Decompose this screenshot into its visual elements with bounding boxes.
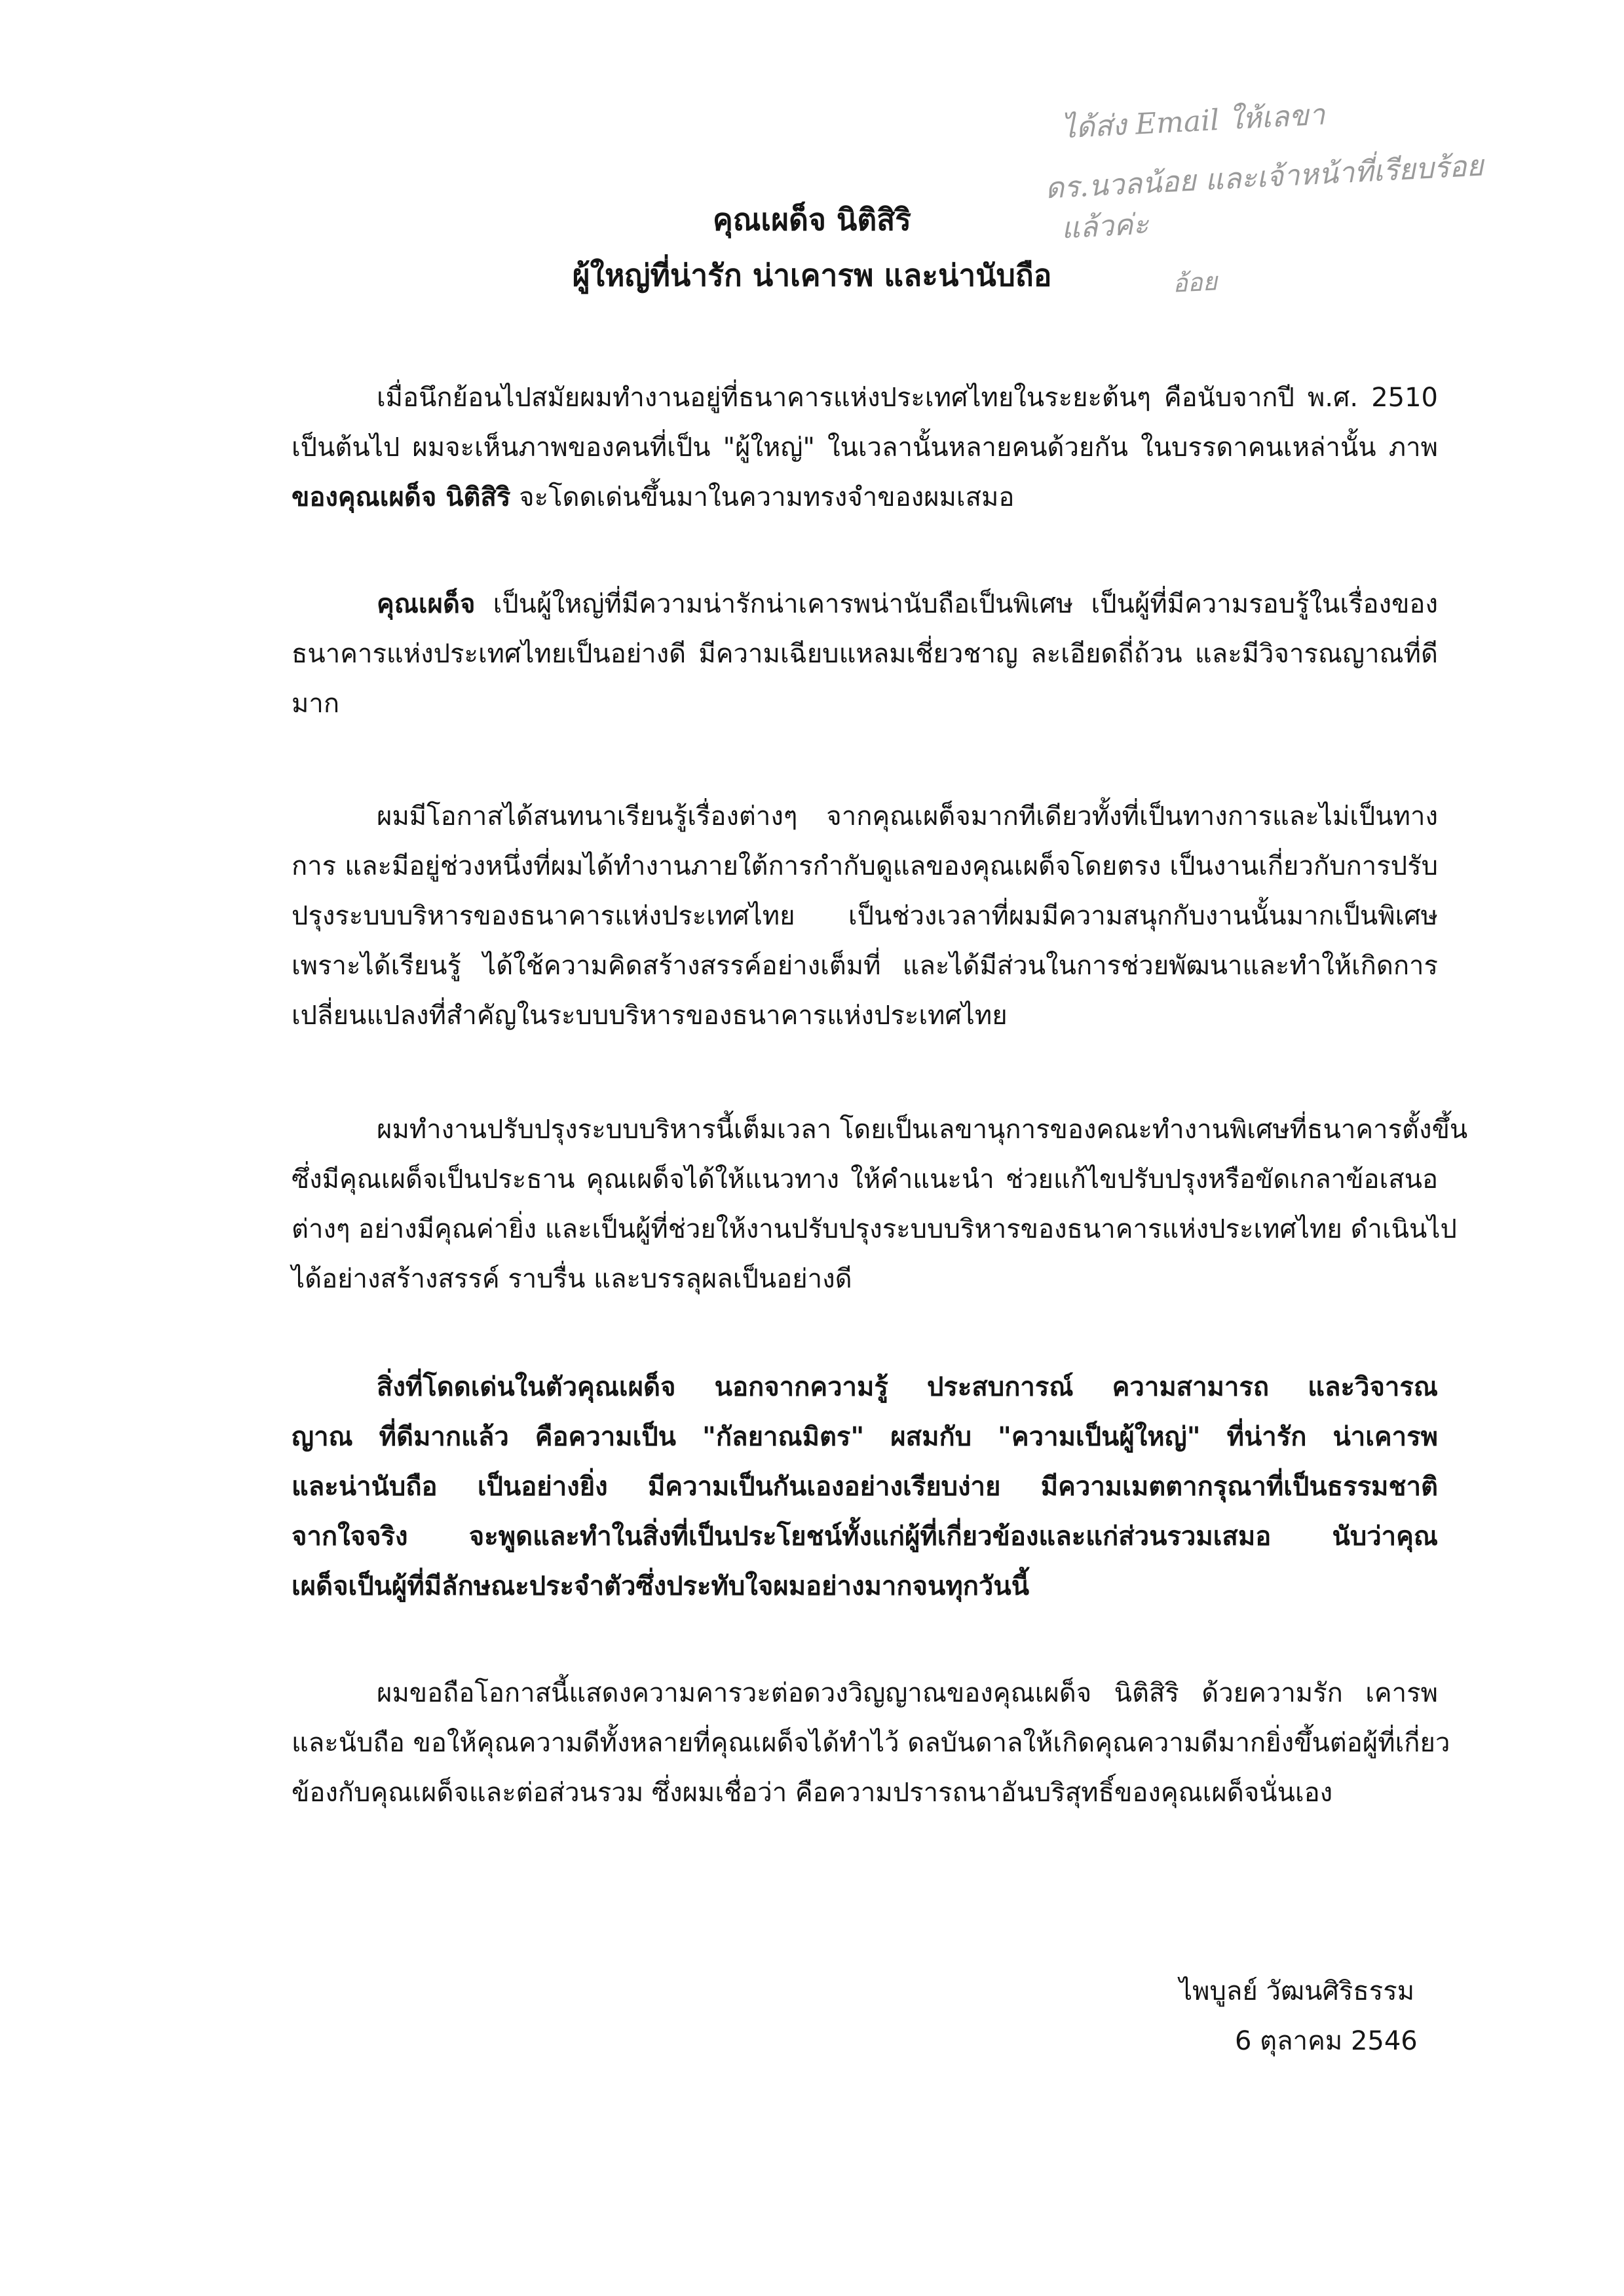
bold-name: ของคุณเผด็จ นิติสิริ (292, 482, 511, 512)
text-line (292, 679, 1438, 729)
text-line (292, 1204, 1457, 1254)
line-text: ปรุงระบบบริหารของธนาคารแห่งประเทศไทย เป็นช่วงเวลาที่ผมมีความสนุกกับงานนั้นมากเป็นพิเศษ (292, 901, 1438, 931)
paragraph (292, 1362, 1438, 1611)
handwritten-note-line: แล้วค่ะ (1060, 207, 1150, 246)
line-text: และนับถือ ขอให้คุณความดีทั้งหลายที่คุณเผด็จได้ทำไว้ ดลบันดาลให้เกิดคุณความดีมากยิ่งขึ้นต่อผู้ที่เกี่ยว (292, 1728, 1450, 1758)
text-line (292, 1155, 1438, 1204)
text-line (292, 1462, 1438, 1512)
bold-name: คุณเผด็จ (377, 589, 476, 619)
line-text: ธนาคารแห่งประเทศไทยเป็นอย่างดี มีความเฉียบแหลมเชี่ยวชาญ ละเอียดถี่ถ้วน และมีวิจารณญาณที่ดี (292, 639, 1438, 669)
text-line (292, 1105, 1468, 1155)
text-line (292, 891, 1438, 941)
text-line (292, 373, 1438, 423)
paragraph (292, 579, 1438, 729)
line-text: ซึ่งมีคุณเผด็จเป็นประธาน คุณเผด็จได้ให้แนวทาง ให้คำแนะนำ ช่วยแก้ไขปรับปรุงหรือขัดเกลาข้อเสนอ (292, 1164, 1438, 1195)
handwritten-note-line: ดร.นวลน้อย และเจ้าหน้าที่เรียบร้อย (1044, 149, 1484, 206)
document-title: คุณเผด็จ นิติสิริ (712, 202, 912, 237)
line-text: เมื่อนึกย้อนไปสมัยผมทำงานอยู่ที่ธนาคารแห่งประเทศไทยในระยะต้นๆ คือนับจากปี พ.ศ. 2510 (377, 383, 1438, 413)
line-text: ผมมีโอกาสได้สนทนาเรียนรู้เรื่องต่างๆ จากคุณเผด็จมากทีเดียวทั้งที่เป็นทางการและไม่เป็นทาง (377, 801, 1438, 832)
line-text: ต่างๆ อย่างมีคุณค่ายิ่ง และเป็นผู้ที่ช่วยให้งานปรับปรุงระบบบริหารของธนาคารแห่งประเทศไทย ดำเนินไป (292, 1214, 1457, 1244)
line-text: เผด็จเป็นผู้ที่มีลักษณะประจำตัวซึ่งประทับใจผมอย่างมากจนทุกวันนี้ (292, 1571, 1030, 1601)
line-text: ญาณ ที่ดีมากแล้ว คือความเป็น "กัลยาณมิตร" ผสมกับ "ความเป็นผู้ใหญ่" ที่น่ารัก น่าเคารพ (292, 1422, 1438, 1452)
paragraph (292, 792, 1438, 1041)
text-line (292, 1362, 1438, 1412)
document-subtitle: ผู้ใหญ่ที่น่ารัก น่าเคารพ และน่านับถือ (572, 258, 1052, 293)
text-line (292, 579, 1438, 629)
text-line (292, 841, 1438, 891)
line-text: จากใจจริง จะพูดและทำในสิ่งที่เป็นประโยชน์ทั้งแก่ผู้ที่เกี่ยวข้องและแก่ส่วนรวมเสมอ นับว่าคุณ (292, 1521, 1438, 1552)
text-line (292, 629, 1438, 679)
text-line (292, 472, 1438, 522)
signature-name: ไพบูลย์ วัฒนศิริธรรม (1179, 1976, 1415, 2006)
line-text: เพราะได้เรียนรู้ ได้ใช้ความคิดสร้างสรรค์อย่างเต็มที่ และได้มีส่วนในการช่วยพัฒนาและทำให้เกิดการ (292, 951, 1438, 981)
text-line (292, 1768, 1438, 1818)
text-line (292, 792, 1438, 841)
handwritten-note-line: ได้ส่ง Email ให้เลขา (1060, 98, 1326, 145)
text-line (292, 1512, 1438, 1561)
line-text: เป็นผู้ใหญ่ที่มีความน่ารักน่าเคารพน่านับถือเป็นพิเศษ เป็นผู้ที่มีความรอบรู้ในเรื่องของ (475, 589, 1438, 619)
line-text: ข้องกับคุณเผด็จและต่อส่วนรวม ซึ่งผมเชื่อว่า คือความปรารถนาอันบริสุทธิ์ของคุณเผด็จนั่นเอง (292, 1778, 1333, 1808)
text-line (292, 423, 1438, 472)
text-line (292, 991, 1438, 1041)
line-text: การ และมีอยู่ช่วงหนึ่งที่ผมได้ทำงานภายใต้การกำกับดูแลของคุณเผด็จโดยตรง เป็นงานเกี่ยวกับการปรับ (292, 851, 1438, 881)
line-text: สิ่งที่โดดเด่นในตัวคุณเผด็จ นอกจากความรู้ ประสบการณ์ ความสามารถ และวิจารณ (377, 1372, 1438, 1402)
text-line (292, 1718, 1450, 1768)
text-line (292, 1254, 1438, 1304)
text-line (292, 1561, 1438, 1611)
line-text: มาก (292, 689, 340, 719)
line-text: ผมขอถือโอกาสนี้แสดงความคารวะต่อดวงวิญญาณของคุณเผด็จ นิติสิริ ด้วยความรัก เคารพ (377, 1678, 1438, 1708)
line-text: เป็นต้นไป ผมจะเห็นภาพของคนที่เป็น "ผู้ใหญ่" ในเวลานั้นหลายคนด้วยกัน ในบรรดาคนเหล่านั้น ภาพ (292, 432, 1438, 463)
signature-date: 6 ตุลาคม 2546 (1235, 2026, 1418, 2056)
line-text: เปลี่ยนแปลงที่สำคัญในระบบบริหารของธนาคารแห่งประเทศไทย (292, 1001, 1008, 1031)
text-line (292, 1412, 1438, 1462)
line-text: ผมทำงานปรับปรุงระบบบริหารนี้เต็มเวลา โดยเป็นเลขานุการของคณะทำงานพิเศษที่ธนาคารตั้งขึ้น (377, 1115, 1468, 1145)
handwritten-note-initials: อ้อย (1171, 267, 1218, 298)
paragraph (292, 1105, 1468, 1304)
text-line (292, 941, 1438, 991)
paragraph (292, 373, 1438, 522)
line-text: จะโดดเด่นขึ้นมาในความทรงจำของผมเสมอ (510, 482, 1015, 512)
text-line (292, 1668, 1438, 1718)
paragraph (292, 1668, 1450, 1818)
line-text: ได้อย่างสร้างสรรค์ ราบรื่น และบรรลุผลเป็นอย่างดี (292, 1264, 852, 1294)
line-text: และน่านับถือ เป็นอย่างยิ่ง มีความเป็นกันเองอย่างเรียบง่าย มีความเมตตากรุณาที่เป็นธรรมชาติ (292, 1472, 1438, 1502)
